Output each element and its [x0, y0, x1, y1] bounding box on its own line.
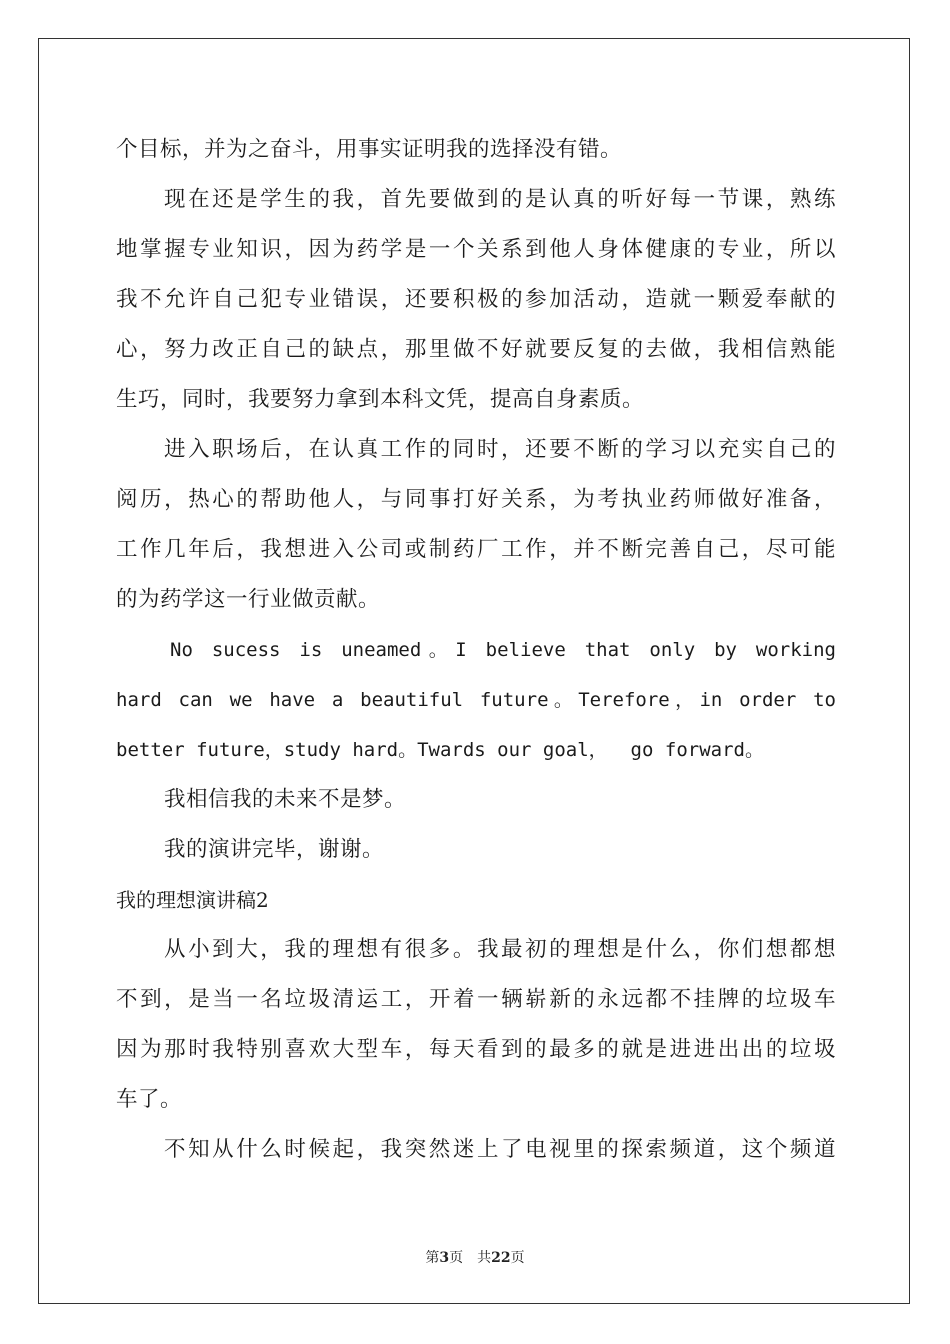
text-line: 的为药学这一行业做贡献。 — [116, 587, 381, 612]
text-line: 生巧，同时，我要努力拿到本科文凭，提高自身素质。 — [116, 387, 645, 412]
text-line: 个目标，并为之奋斗，用事实证明我的选择没有错。 — [116, 137, 623, 162]
paragraph-start: 从小到大，我的理想有很多。我最初的理想是什么，你们想都想 — [164, 937, 836, 962]
section-heading: 我的理想演讲稿2 — [116, 888, 269, 912]
paragraph-start: 不知从什么时候起，我突然迷上了电视里的探索频道，这个频道 — [164, 1137, 836, 1162]
total-page-number: 22 — [491, 1250, 511, 1266]
paragraph-start: 我相信我的未来不是梦。 — [164, 787, 407, 812]
text-line: 地掌握专业知识，因为药学是一个关系到他人身体健康的专业，所以 — [116, 237, 836, 262]
paragraph-start: 我的演讲完毕，谢谢。 — [164, 837, 385, 862]
paragraph-start: 现在还是学生的我，首先要做到的是认真的听好每一节课，熟练 — [164, 187, 836, 212]
page-footer — [0, 1249, 950, 1267]
text-line: 车了。 — [116, 1087, 183, 1112]
text-line: 不到，是当一名垃圾清运工，开着一辆崭新的永远都不挂牌的垃圾车 — [116, 987, 836, 1012]
footer-prefix: 第 — [425, 1250, 440, 1266]
page-border — [38, 38, 910, 1304]
current-page-number: 3 — [439, 1250, 450, 1266]
english-paragraph-start: No sucess is uneamed。I believe that only by working — [170, 639, 836, 661]
text-line: 工作几年后，我想进入公司或制药厂工作，并不断完善自己，尽可能 — [116, 537, 836, 562]
english-text-line: hard can we have a beautiful future。Terefore，in order to — [116, 689, 836, 711]
footer-suffix: 页 — [510, 1250, 525, 1266]
text-line: 因为那时我特别喜欢大型车，每天看到的最多的就是进进出出的垃圾 — [116, 1037, 836, 1062]
text-line: 我不允许自己犯专业错误，还要积极的参加活动，造就一颗爱奉献的 — [116, 287, 836, 312]
footer-mid: 页 共 — [449, 1250, 492, 1266]
text-line: 心，努力改正自己的缺点，那里做不好就要反复的去做，我相信熟能 — [116, 337, 836, 362]
text-line: 阅历，热心的帮助他人，与同事打好关系，为考执业药师做好准备， — [116, 487, 836, 512]
english-text-line: better future，study hard。Twards our goal， go forward。 — [116, 739, 764, 761]
paragraph-start: 进入职场后，在认真工作的同时，还要不断的学习以充实自己的 — [164, 437, 836, 462]
